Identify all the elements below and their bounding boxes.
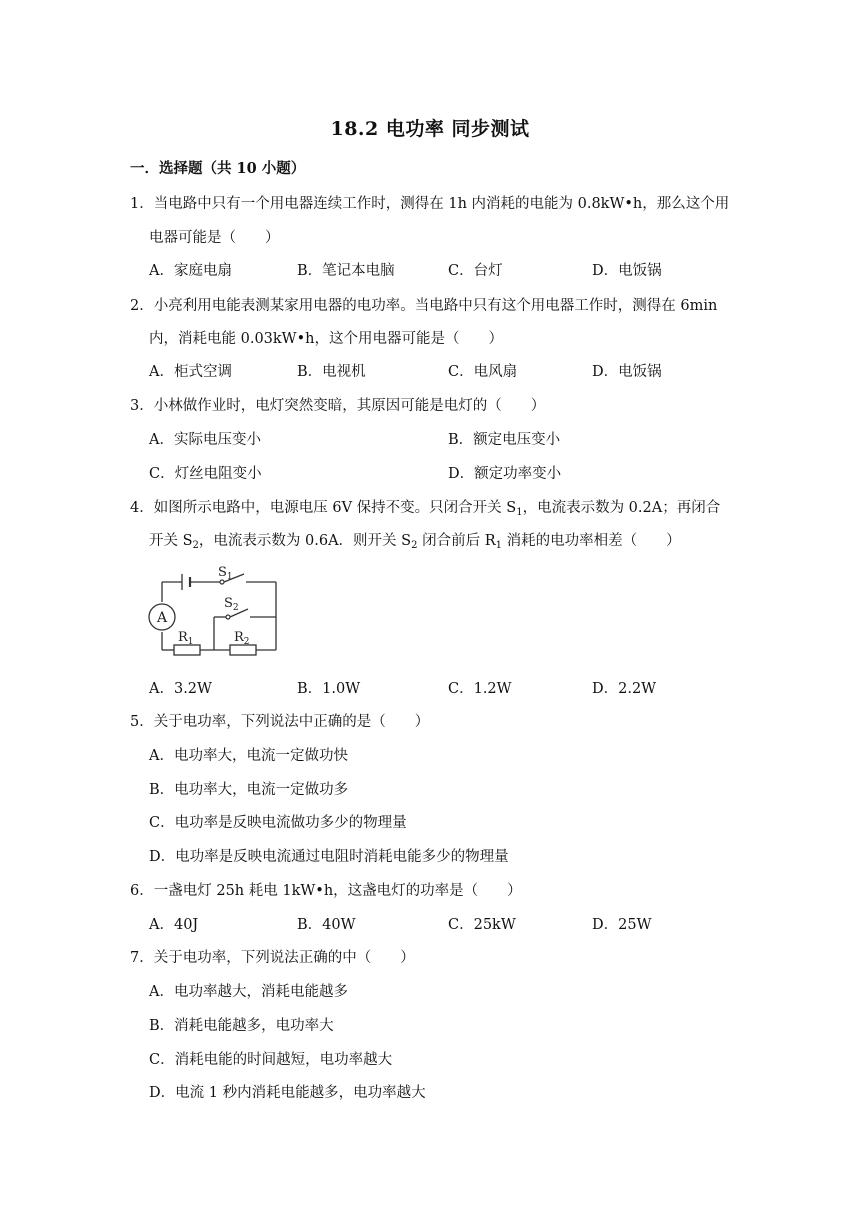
option-d: D．25W xyxy=(592,917,652,933)
question-1-line2: 电器可能是（ ） xyxy=(149,230,280,246)
question-text-part: 闭合前后 R xyxy=(417,533,496,549)
question-text: 关于电功率，下列说法正确的中（ ） xyxy=(153,950,415,966)
option-a: A．电功率越大，消耗电能越多 xyxy=(149,984,348,1000)
option-b: B．消耗电能越多，电功率大 xyxy=(149,1018,334,1034)
option-c: C．电功率是反映电流做功多少的物理量 xyxy=(149,815,407,831)
document-title: 18.2 电功率 同步测试 xyxy=(330,118,530,140)
question-3 xyxy=(130,394,545,415)
ammeter-label: A xyxy=(156,610,168,626)
question-number: 3． xyxy=(130,398,154,414)
option-a: A．3.2W xyxy=(149,681,212,697)
option-d: D．2.2W xyxy=(592,681,657,697)
subscript: 2 xyxy=(411,540,418,551)
option-c: C．消耗电能的时间越短，电功率越大 xyxy=(149,1052,393,1068)
section-heading: 一．选择题（共 10 小题） xyxy=(130,160,306,177)
subscript: 2 xyxy=(192,540,199,551)
option-b: B．笔记本电脑 xyxy=(297,263,395,279)
question-5 xyxy=(130,710,429,731)
question-number: 7． xyxy=(130,950,154,966)
switch-s2-label: $S_2$ xyxy=(224,596,239,613)
question-text: 一盏电灯 25h 耗电 1kW•h，这盏电灯的功率是（ ） xyxy=(153,883,522,899)
question-6 xyxy=(130,879,522,900)
option-b: B．40W xyxy=(297,917,356,933)
question-text-part: 消耗的电功率相差（ ） xyxy=(502,533,681,549)
option-c: C．灯丝电阻变小 xyxy=(149,466,262,482)
question-number: 5． xyxy=(130,714,154,730)
option-c: C．1.2W xyxy=(448,681,512,697)
question-text-part: 如图所示电路中，电源电压 6V 保持不变。只闭合开关 S xyxy=(153,500,517,516)
subscript: 1 xyxy=(516,507,523,518)
option-d: D．电功率是反映电流通过电阻时消耗电能多少的物理量 xyxy=(149,849,509,865)
question-7 xyxy=(130,946,415,967)
option-c: C．台灯 xyxy=(448,263,503,279)
option-a: A．电功率大，电流一定做功快 xyxy=(149,748,348,764)
resistor-r2-label: $R_2$ xyxy=(234,630,250,647)
option-b: B．1.0W xyxy=(297,681,361,697)
option-b: B．电视机 xyxy=(297,364,366,380)
resistor-r1-label: $R_1$ xyxy=(178,630,194,647)
question-number: 6． xyxy=(130,883,154,899)
question-text-part: ，电流表示数为 0.2A；再闭合 xyxy=(522,500,721,516)
option-d: D．电流 1 秒内消耗电能越多，电功率越大 xyxy=(149,1085,426,1101)
option-c: C．25kW xyxy=(448,917,516,933)
question-text: 关于电功率，下列说法中正确的是（ ） xyxy=(153,714,430,730)
question-2-line2: 内，消耗电能 0.03kW•h，这个用电器可能是（ ） xyxy=(149,331,503,347)
option-b: B．电功率大，电流一定做功多 xyxy=(149,782,349,798)
question-text-part: 开关 S xyxy=(149,533,193,549)
question-4 xyxy=(130,496,720,518)
option-d: D．电饭锅 xyxy=(592,263,662,279)
option-a: A．家庭电扇 xyxy=(149,263,232,279)
subscript: 1 xyxy=(495,540,502,551)
option-c: C．电风扇 xyxy=(448,364,518,380)
question-number: 1． xyxy=(130,196,154,212)
circuit-diagram xyxy=(144,562,304,662)
switch-s1-contact xyxy=(220,580,224,584)
question-1 xyxy=(130,192,729,213)
question-number: 4． xyxy=(130,500,154,516)
question-text: 当电路中只有一个用电器连续工作时，测得在 1h 内消耗的电能为 0.8kW•h，那么这个用 xyxy=(153,196,730,212)
question-number: 2． xyxy=(130,298,154,314)
option-a: A．柜式空调 xyxy=(149,364,232,380)
option-d: D．额定功率变小 xyxy=(448,466,562,482)
question-2 xyxy=(130,294,717,315)
question-text-part: ，电流表示数为 0.6A．则开关 S xyxy=(198,533,412,549)
question-4-line2 xyxy=(149,529,681,551)
option-a: A．40J xyxy=(149,917,199,933)
option-a: A．实际电压变小 xyxy=(149,432,261,448)
question-text: 小林做作业时，电灯突然变暗，其原因可能是电灯的（ ） xyxy=(153,398,546,414)
switch-s1-label: $S_1$ xyxy=(218,565,233,582)
option-b: B．额定电压变小 xyxy=(448,432,561,448)
option-d: D．电饭锅 xyxy=(592,364,662,380)
question-text: 小亮利用电能表测某家用电器的电功率。当电路中只有这个用电器工作时，测得在 6min xyxy=(153,298,718,314)
switch-s2-contact xyxy=(226,615,230,619)
